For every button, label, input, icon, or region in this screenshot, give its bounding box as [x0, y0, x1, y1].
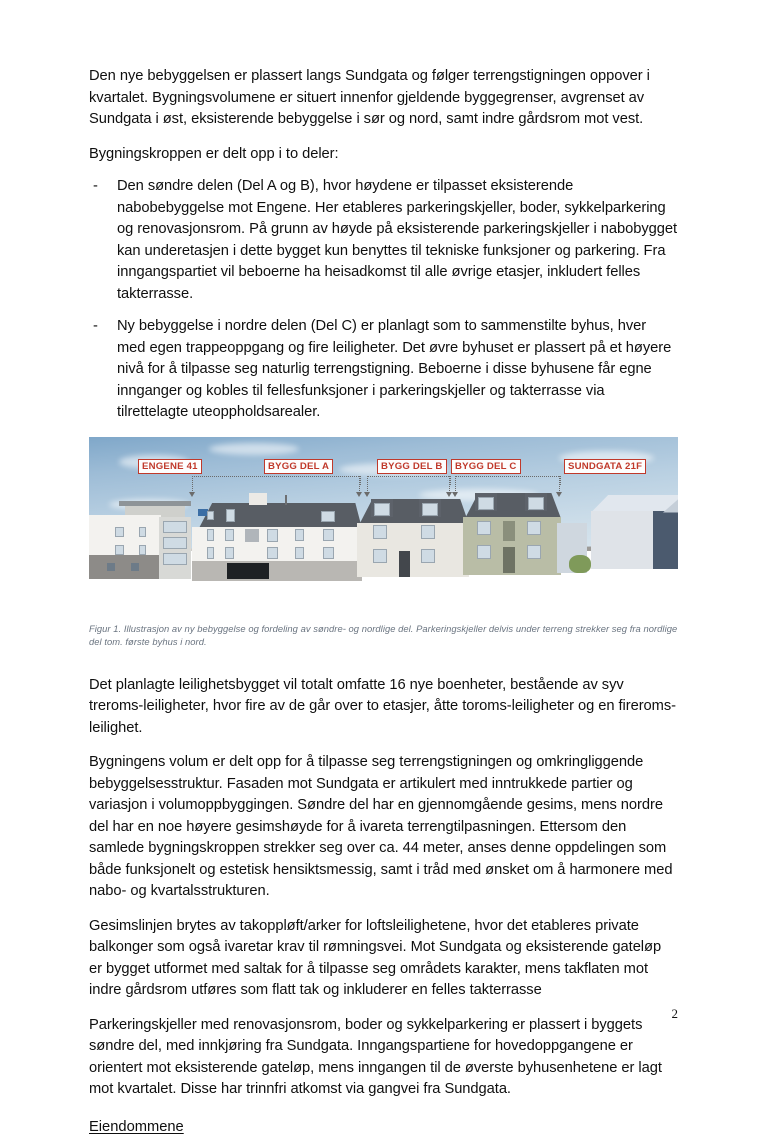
window — [373, 525, 387, 539]
tree-shrub — [569, 555, 591, 573]
arrow-down-icon — [356, 492, 362, 497]
window — [477, 545, 491, 559]
window — [373, 549, 387, 563]
window — [115, 545, 124, 555]
architectural-rendering-image — [89, 437, 678, 611]
section-heading-eiendommene: Eiendommene — [89, 1117, 678, 1138]
window — [267, 547, 278, 559]
window — [131, 563, 139, 571]
callout-stem-b — [449, 476, 450, 493]
callout-bygg-del-b: BYGG DEL B — [377, 459, 447, 474]
cloud-shape — [209, 443, 299, 455]
callout-bracket-b — [367, 476, 451, 485]
massing-volume-side — [653, 511, 678, 569]
list-item-text: Ny bebyggelse i nordre delen (Del C) er planlagt som to sammenstilte byhus, hver med egen trappeoppgang og fire leiligheter. Det øvre byhuset er plassert på et høyere nivå for å tilpasse seg naturlig terrengstigning. Beboerne i disse byhusene får egne innganger og kobles til fellesfunksjoner i parkeringskjeller og takterrasse via tilrettelagte uteoppholdsarealer. — [117, 318, 671, 420]
window — [295, 547, 304, 559]
window — [207, 511, 214, 520]
entrance-door — [399, 551, 410, 577]
arrow-down-icon — [556, 492, 562, 497]
list-item-del-c — [89, 316, 678, 424]
figure-1 — [89, 437, 678, 649]
arrow-down-icon — [364, 492, 370, 497]
window — [527, 545, 541, 559]
window — [422, 503, 438, 516]
window — [115, 527, 124, 537]
window — [163, 537, 187, 549]
arrow-down-icon — [189, 492, 195, 497]
callout-stem-a — [192, 476, 193, 493]
callout-bygg-del-a: BYGG DEL A — [264, 459, 333, 474]
window — [528, 497, 544, 510]
callout-stem-b — [367, 476, 368, 493]
window — [421, 525, 435, 539]
entrance-door — [503, 521, 515, 541]
page-content — [89, 66, 678, 1138]
page-number: 2 — [672, 1006, 679, 1022]
chimney — [249, 493, 267, 505]
base-bygg-del-a — [192, 561, 362, 581]
paragraph-roofline: Gesimslinjen brytes av takoppløft/arker for loftsleilighetene, hvor det etableres private balkonger som også ivaretar krav til rømningsvei. Mot Sundgata og eksisterende gateløp er bygget utformet med saltak for å tilpasse seg områdets karakter, mens takflaten mot indre gårdsrom utføres som flatt tak og inkluderer en felles takterrasse — [89, 916, 678, 1002]
window — [295, 529, 304, 541]
callout-bygg-del-c: BYGG DEL C — [451, 459, 521, 474]
callout-engene-41: ENGENE 41 — [138, 459, 202, 474]
entrance-door — [503, 547, 515, 573]
list-marker: - — [93, 176, 98, 198]
figure-caption: Figur 1. Illustrasjon av ny bebyggelse og fordeling av søndre- og nordlige del. Parkeringskjeller delvis under terreng strekker seg fra nordlige del tom. første byhus i nord. — [89, 622, 678, 649]
window — [226, 509, 235, 522]
callout-sundgata-21f: SUNDGATA 21F — [564, 459, 646, 474]
callout-bracket-c — [455, 476, 561, 485]
window — [321, 511, 335, 522]
callout-bracket-a — [192, 476, 361, 485]
list-item-text: Den søndre delen (Del A og B), hvor høydene er tilpasset eksisterende nabobebyggelse mot Engene. Her etableres parkeringskjeller, boder, sykkelparkering og renovasjonsrom. På grunn av høyde på eksisterende parkeringskjeller i nabobygget kan underetasjen i dette bygget kun benyttes til tekniske funksjoner og parkering. Fra inngangspartiet vil beboerne ha heisadkomst til alle øvrige etasjer, inkludert felles takterrasse. — [117, 178, 677, 302]
window — [139, 527, 146, 537]
list-marker: - — [93, 316, 98, 338]
callout-stem-a — [359, 476, 360, 493]
paragraph-lead-in: Bygningskroppen er delt opp i to deler: — [89, 144, 678, 166]
window — [374, 503, 390, 516]
list-item-del-a-b — [89, 176, 678, 305]
window — [107, 563, 115, 571]
window — [421, 549, 435, 563]
garage-entrance — [227, 563, 269, 579]
window — [323, 529, 334, 541]
window — [477, 521, 491, 535]
window — [163, 521, 187, 533]
paragraph-intro: Den nye bebyggelsen er plassert langs Sundgata og følger terrengstigningen oppover i kvartalet. Bygningsvolumene er situert innenfor gjeldende byggegrenser, avgrenset av Sundgata i øst, eksisterende bebyggelse i sør og nord, samt indre gårdsrom mot vest. — [89, 66, 678, 131]
window — [139, 545, 146, 555]
callout-stem-c — [455, 476, 456, 493]
window — [323, 547, 334, 559]
massing-volume-sundgata-21f — [591, 511, 653, 569]
window — [163, 553, 187, 565]
paragraph-parking: Parkeringskjeller med renovasjonsrom, boder og sykkelparkering er plassert i byggets søndre del, med innkjøring fra Sundgata. Inngangspartiene for hovedoppgangene er orientert mot eksisterende gateløp, mens inngangen til de øverste byhusenhetene er lagt mot kvartalet. Disse har trinnfri atkomst via gangvei fra Sundgata. — [89, 1015, 678, 1101]
vent-pipe — [285, 495, 287, 505]
window — [207, 529, 214, 541]
roof-bygg-del-a — [192, 503, 362, 529]
window — [527, 521, 541, 535]
window — [267, 529, 278, 542]
window — [207, 547, 214, 559]
callout-stem-c — [559, 476, 560, 493]
building-parts-list — [89, 176, 678, 424]
paragraph-apartments: Det planlagte leilighetsbygget vil totalt omfatte 16 nye boenheter, bestående av syv treroms-leiligheter, hvor fire av de går over to etasjer, åtte toroms-leiligheter og en fireroms-leilighet. — [89, 675, 678, 740]
balcony-recess — [245, 529, 259, 542]
paragraph-volume: Bygningens volum er delt opp for å tilpasse seg terrengstigningen og omkringliggende bebyggelsesstruktur. Fasaden mot Sundgata er artikulert med inntrukkede partier og variasjon i volumoppbyggingen. Søndre del har en gjennomgående gesims, mens nordre del har en noe høyere gesimshøyde for å ivareta terrengtilpasningen. Ettersom den samlede bygningskroppen strekker seg over ca. 44 meter, anses denne oppdelingen som både funksjonelt og estetisk hensiktsmessig, samt i tråd med ønsket om å harmonere med nabo- og kvartalsstrukturen. — [89, 752, 678, 903]
window — [478, 497, 494, 510]
arrow-down-icon — [452, 492, 458, 497]
window — [225, 547, 234, 559]
window — [225, 529, 234, 541]
